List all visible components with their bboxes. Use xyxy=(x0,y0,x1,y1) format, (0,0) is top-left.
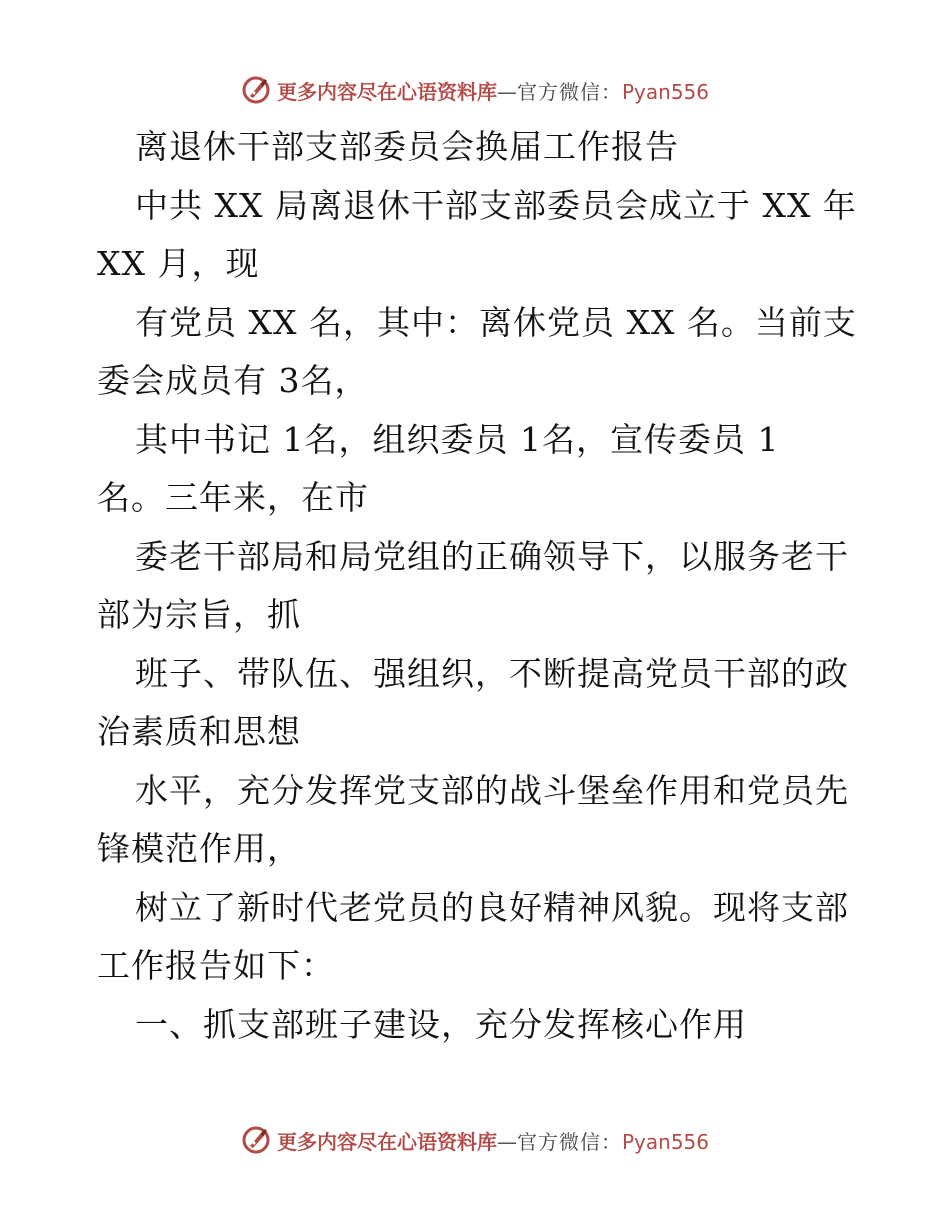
paragraph-line: 水平，充分发挥党支部的战斗堡垒作用和党员先 xyxy=(135,770,849,810)
paragraph-line: 工作报告如下： xyxy=(97,946,335,985)
paragraph-line: 委老干部局和局党组的正确领导下，以服务老干 xyxy=(135,536,849,576)
paragraph-line: 班子、带队伍、强组织，不断提高党员干部的政 xyxy=(135,653,849,693)
watermark-wechat-label: 官方微信： xyxy=(516,1129,622,1154)
document-body xyxy=(97,118,857,1054)
document-title: 离退休干部支部委员会换届工作报告 xyxy=(135,127,679,166)
paragraph-line: 树立了新时代老党员的良好精神风貌。现将支部 xyxy=(135,887,849,927)
watermark-brand: 更多内容尽在心语资料库 xyxy=(276,79,497,104)
paragraph-line: XX 月，现 xyxy=(97,244,260,283)
pen-nib-logo-icon xyxy=(241,1125,271,1155)
header-watermark-banner xyxy=(0,70,950,110)
footer-watermark-banner xyxy=(0,1120,950,1160)
watermark-wechat-label: 官方微信： xyxy=(516,79,622,104)
paragraph-line: 其中书记 1名，组织委员 1名，宣传委员 1 xyxy=(135,419,780,459)
watermark-text xyxy=(277,1126,709,1155)
watermark-brand: 更多内容尽在心语资料库 xyxy=(276,1129,497,1154)
pen-nib-logo-icon xyxy=(241,75,271,105)
watermark-dash: — xyxy=(496,79,517,104)
paragraph-line: 锋模范作用， xyxy=(97,829,301,868)
paragraph-line: 名。三年来，在市 xyxy=(97,478,369,517)
watermark-text xyxy=(277,76,709,105)
paragraph-line: 有党员 XX 名，其中：离休党员 XX 名。当前支 xyxy=(135,302,857,342)
paragraph-line: 部为宗旨，抓 xyxy=(97,595,301,634)
section-heading: 一、抓支部班子建设，充分发挥核心作用 xyxy=(135,1004,747,1044)
watermark-wechat-id: Pyan556 xyxy=(621,1129,709,1154)
paragraph-line: 治素质和思想 xyxy=(97,712,301,751)
watermark-wechat-id: Pyan556 xyxy=(621,79,709,104)
paragraph-line: 委会成员有 3名， xyxy=(97,361,369,400)
paragraph-line: 中共 XX 局离退休干部支部委员会成立于 XX 年 xyxy=(135,185,857,225)
watermark-dash: — xyxy=(496,1129,517,1154)
